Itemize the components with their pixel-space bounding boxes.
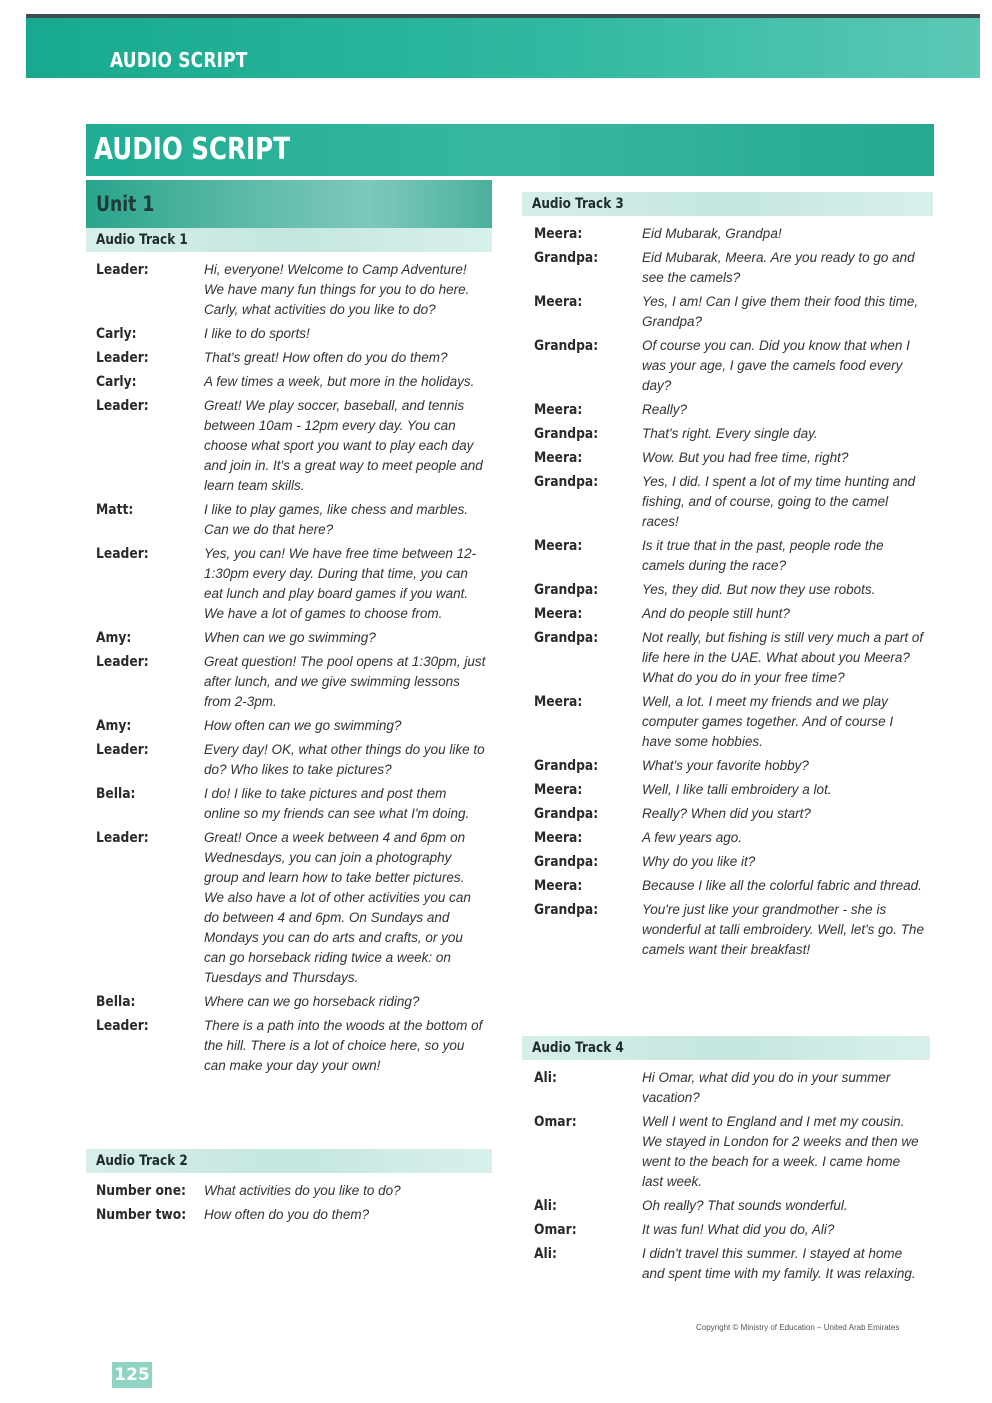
spoken-line: What activities do you like to do? xyxy=(204,1183,401,1198)
speaker-name: Meera: xyxy=(534,294,583,310)
spoken-line: I like to do sports! xyxy=(204,326,310,341)
speaker-name: Leader: xyxy=(96,742,149,758)
track-4-dialog xyxy=(534,1068,924,1288)
page-number: 125 xyxy=(112,1362,152,1388)
speaker-name: Carly: xyxy=(96,326,137,342)
speaker-name: Number one: xyxy=(96,1183,186,1199)
dialog-row xyxy=(96,628,486,648)
spoken-line: Because I like all the colorful fabric and thread. xyxy=(642,878,922,893)
speaker-name: Leader: xyxy=(96,350,149,366)
dialog-row xyxy=(534,1196,924,1216)
dialog-row xyxy=(534,336,924,396)
speaker-name: Grandpa: xyxy=(534,250,599,266)
speaker-name: Leader: xyxy=(96,262,149,278)
spoken-line: Why do you like it? xyxy=(642,854,756,869)
dialog-row xyxy=(534,828,924,848)
spoken-line: A few years ago. xyxy=(642,830,743,845)
header-band-label: AUDIO SCRIPT xyxy=(110,48,248,72)
dialog-row xyxy=(96,348,486,368)
dialog-row xyxy=(96,372,486,392)
spoken-line: Really? xyxy=(642,402,688,417)
speaker-name: Number two: xyxy=(96,1207,187,1223)
dialog-row xyxy=(534,224,924,244)
dialog-row xyxy=(534,804,924,824)
dialog-row xyxy=(534,1220,924,1240)
dialog-row xyxy=(534,580,924,600)
spoken-line: Great question! The pool opens at 1:30pm, just after lunch, and we give swimming lessons from 2-3pm. xyxy=(204,654,486,709)
spoken-line: Wow. But you had free time, right? xyxy=(642,450,849,465)
track-2-dialog xyxy=(96,1181,486,1229)
spoken-line: I do! I like to take pictures and post them online so my friends can see what I'm doing. xyxy=(204,786,470,821)
dialog-row xyxy=(96,992,486,1012)
spoken-line: Well, a lot. I meet my friends and we play computer games together. And of course I have some hobbies. xyxy=(642,694,894,749)
speaker-name: Grandpa: xyxy=(534,582,599,598)
unit-heading: Unit 1 xyxy=(96,192,155,216)
track-3-header xyxy=(522,192,933,216)
speaker-name: Leader: xyxy=(96,654,149,670)
speaker-name: Leader: xyxy=(96,546,149,562)
dialog-row xyxy=(534,400,924,420)
dialog-row xyxy=(534,780,924,800)
dialog-row xyxy=(534,448,924,468)
page-title: AUDIO SCRIPT xyxy=(94,132,290,167)
speaker-name: Meera: xyxy=(534,226,583,242)
spoken-line: Great! We play soccer, baseball, and tennis between 10am - 12pm every day. You can choose what sport you want to play each day and join in. It's a great way to meet people and learn team skills. xyxy=(204,398,483,493)
dialog-row xyxy=(96,396,486,496)
dialog-row xyxy=(96,784,486,824)
dialog-row xyxy=(96,716,486,736)
speaker-name: Omar: xyxy=(534,1114,577,1130)
dialog-row xyxy=(534,536,924,576)
spoken-line: How often can we go swimming? xyxy=(204,718,402,733)
spoken-line: Eid Mubarak, Meera. Are you ready to go and see the camels? xyxy=(642,250,915,285)
spoken-line: A few times a week, but more in the holidays. xyxy=(204,374,475,389)
spoken-line: It was fun! What did you do, Ali? xyxy=(642,1222,835,1237)
speaker-name: Leader: xyxy=(96,398,149,414)
speaker-name: Grandpa: xyxy=(534,474,599,490)
track-4-label: Audio Track 4 xyxy=(532,1040,624,1056)
spoken-line: I like to play games, like chess and marbles. Can we do that here? xyxy=(204,502,469,537)
speaker-name: Grandpa: xyxy=(534,806,599,822)
copyright-text: Copyright © Ministry of Education – United Arab Emirates xyxy=(696,1323,900,1332)
dialog-row xyxy=(534,876,924,896)
dialog-row xyxy=(96,1016,486,1076)
speaker-name: Matt: xyxy=(96,502,134,518)
dialog-row xyxy=(534,292,924,332)
spoken-line: Oh really? That sounds wonderful. xyxy=(642,1198,848,1213)
speaker-name: Meera: xyxy=(534,606,583,622)
spoken-line: You're just like your grandmother - she is wonderful at talli embroidery. Well, let's go. The camels want their breakfast! xyxy=(642,902,924,957)
dialog-row xyxy=(534,692,924,752)
dialog-row xyxy=(96,260,486,320)
spoken-line: Where can we go horseback riding? xyxy=(204,994,420,1009)
spoken-line: What's your favorite hobby? xyxy=(642,758,809,773)
dialog-row xyxy=(534,852,924,872)
spoken-line: Every day! OK, what other things do you like to do? Who likes to take pictures? xyxy=(204,742,485,777)
dialog-row xyxy=(96,828,486,988)
speaker-name: Grandpa: xyxy=(534,854,599,870)
dialog-row xyxy=(96,1181,486,1201)
speaker-name: Meera: xyxy=(534,402,583,418)
speaker-name: Amy: xyxy=(96,718,132,734)
dialog-row xyxy=(96,544,486,624)
dialog-row xyxy=(534,604,924,624)
spoken-line: How often do you do them? xyxy=(204,1207,370,1222)
spoken-line: There is a path into the woods at the bottom of the hill. There is a lot of choice here, so you can make your day your own! xyxy=(204,1018,483,1073)
speaker-name: Omar: xyxy=(534,1222,577,1238)
spoken-line: Well, I like talli embroidery a lot. xyxy=(642,782,832,797)
dialog-row xyxy=(534,1068,924,1108)
spoken-line: Is it true that in the past, people rode the camels during the race? xyxy=(642,538,884,573)
track-4-header xyxy=(522,1036,930,1060)
spoken-line: Hi, everyone! Welcome to Camp Adventure! We have many fun things for you to do here. Carly, what activities do you like to do? xyxy=(204,262,470,317)
spoken-line: Well I went to England and I met my cousin. We stayed in London for 2 weeks and then we went to the beach for a week. I came home last week. xyxy=(642,1114,919,1189)
speaker-name: Amy: xyxy=(96,630,132,646)
spoken-line: Yes, I did. I spent a lot of my time hunting and fishing, and of course, going to the camel races! xyxy=(642,474,916,529)
speaker-name: Grandpa: xyxy=(534,902,599,918)
speaker-name: Bella: xyxy=(96,786,136,802)
dialog-row xyxy=(96,1205,486,1225)
unit-heading-bar xyxy=(86,180,492,228)
speaker-name: Grandpa: xyxy=(534,758,599,774)
header-band xyxy=(26,14,980,78)
speaker-name: Meera: xyxy=(534,450,583,466)
speaker-name: Grandpa: xyxy=(534,338,599,354)
track-2-label: Audio Track 2 xyxy=(96,1153,188,1169)
spoken-line: That's right. Every single day. xyxy=(642,426,818,441)
speaker-name: Grandpa: xyxy=(534,630,599,646)
dialog-row xyxy=(534,756,924,776)
dialog-row xyxy=(534,472,924,532)
speaker-name: Meera: xyxy=(534,878,583,894)
track-1-dialog xyxy=(96,260,486,1080)
dialog-row xyxy=(534,424,924,444)
speaker-name: Carly: xyxy=(96,374,137,390)
dialog-row xyxy=(96,324,486,344)
spoken-line: Great! Once a week between 4 and 6pm on Wednesdays, you can join a photography group and learn how to take better pictures. We also have a lot of other activities you can do between 4 and 6pm. On Sundays and Mondays you can do arts and crafts, or you can go horseback riding twice a week: on Tuesdays and Thursdays. xyxy=(204,830,471,985)
dialog-row xyxy=(534,1112,924,1192)
dialog-row xyxy=(96,652,486,712)
spoken-line: Yes, you can! We have free time between 12-1:30pm every day. During that time, you can eat lunch and play board games if you want. We have a lot of games to choose from. xyxy=(204,546,477,621)
spoken-line: Yes, I am! Can I give them their food this time, Grandpa? xyxy=(642,294,919,329)
speaker-name: Leader: xyxy=(96,830,149,846)
dialog-row xyxy=(534,248,924,288)
speaker-name: Meera: xyxy=(534,830,583,846)
spoken-line: Really? When did you start? xyxy=(642,806,811,821)
speaker-name: Meera: xyxy=(534,694,583,710)
spoken-line: And do people still hunt? xyxy=(642,606,790,621)
speaker-name: Bella: xyxy=(96,994,136,1010)
spoken-line: That's great! How often do you do them? xyxy=(204,350,448,365)
track-1-header xyxy=(86,228,492,252)
dialog-row xyxy=(534,1244,924,1284)
track-1-label: Audio Track 1 xyxy=(96,232,188,248)
dialog-row xyxy=(96,740,486,780)
speaker-name: Ali: xyxy=(534,1246,557,1262)
speaker-name: Leader: xyxy=(96,1018,149,1034)
track-3-dialog xyxy=(534,224,924,964)
track-2-header xyxy=(86,1149,492,1173)
spoken-line: When can we go swimming? xyxy=(204,630,376,645)
speaker-name: Meera: xyxy=(534,538,583,554)
speaker-name: Meera: xyxy=(534,782,583,798)
speaker-name: Ali: xyxy=(534,1070,557,1086)
page-title-bar xyxy=(86,124,934,176)
spoken-line: Not really, but fishing is still very much a part of life here in the UAE. What about you Meera? What do you do in your free time? xyxy=(642,630,924,685)
spoken-line: Of course you can. Did you know that when I was your age, I gave the camels food every day? xyxy=(642,338,910,393)
dialog-row xyxy=(534,900,924,960)
dialog-row xyxy=(96,500,486,540)
spoken-line: I didn't travel this summer. I stayed at home and spent time with my family. It was relaxing. xyxy=(642,1246,916,1281)
speaker-name: Grandpa: xyxy=(534,426,599,442)
spoken-line: Yes, they did. But now they use robots. xyxy=(642,582,876,597)
speaker-name: Ali: xyxy=(534,1198,557,1214)
dialog-row xyxy=(534,628,924,688)
spoken-line: Hi Omar, what did you do in your summer vacation? xyxy=(642,1070,891,1105)
track-3-label: Audio Track 3 xyxy=(532,196,624,212)
spoken-line: Eid Mubarak, Grandpa! xyxy=(642,226,782,241)
